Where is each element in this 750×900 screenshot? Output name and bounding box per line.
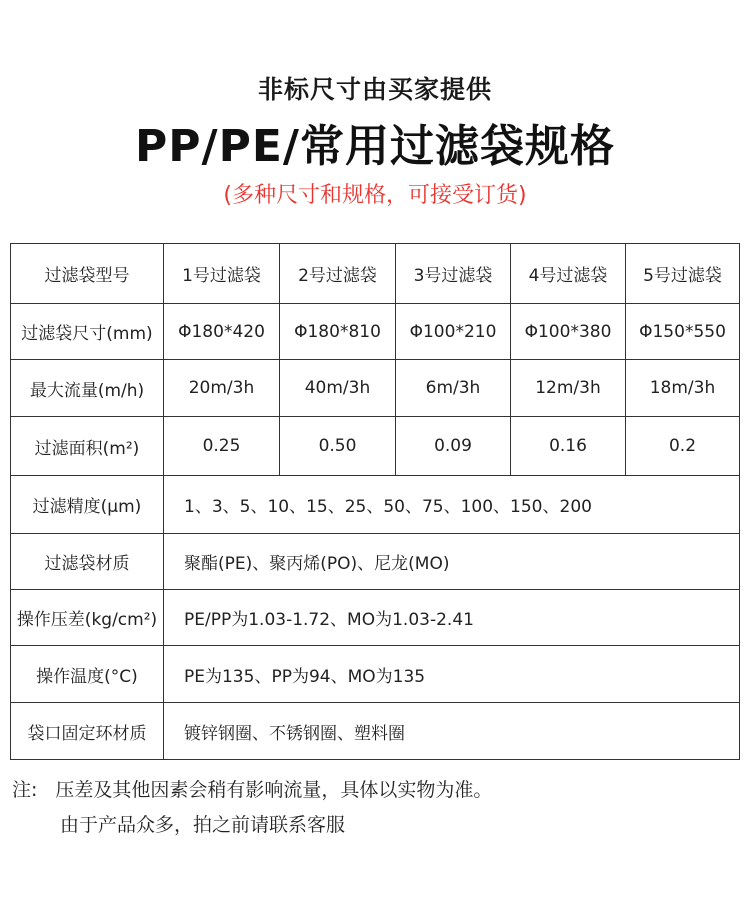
table-cell: 1、3、5、10、15、25、50、75、100、150、200 — [164, 476, 740, 534]
table-cell: Φ180*420 — [164, 304, 280, 360]
table-row — [11, 417, 740, 476]
table-row — [11, 534, 740, 590]
footnote-prefix: 注: — [12, 779, 38, 801]
table-cell: PE/PP为1.03-1.72、MO为1.03-2.41 — [164, 590, 740, 646]
table-cell: 0.50 — [280, 417, 396, 476]
row-label: 过滤袋尺寸(mm) — [11, 304, 164, 360]
page-title: PP/PE/常用过滤袋规格 — [135, 121, 615, 172]
table-cell: 0.16 — [511, 417, 626, 476]
row-label: 过滤精度(μm) — [11, 476, 164, 534]
table-cell: 20m/3h — [164, 360, 280, 417]
table-cell: 18m/3h — [626, 360, 740, 417]
table-header-row — [11, 244, 740, 304]
table-cell: 聚酯(PE)、聚丙烯(PO)、尼龙(MO) — [164, 534, 740, 590]
row-label: 操作压差(kg/cm²) — [11, 590, 164, 646]
table-cell: 0.2 — [626, 417, 740, 476]
row-label: 袋口固定环材质 — [11, 703, 164, 760]
table-cell: Φ100*210 — [396, 304, 511, 360]
row-label: 过滤面积(m²) — [11, 417, 164, 476]
row-label: 操作温度(°C) — [11, 646, 164, 703]
table-cell: 6m/3h — [396, 360, 511, 417]
column-header: 4号过滤袋 — [511, 244, 626, 304]
table-cell: Φ150*550 — [626, 304, 740, 360]
table-cell: 40m/3h — [280, 360, 396, 417]
spec-table — [10, 243, 740, 760]
footnote-text: 压差及其他因素会稍有影响流量，具体以实物为准。 — [55, 779, 493, 801]
table-row — [11, 590, 740, 646]
table-row — [11, 703, 740, 760]
table-row — [11, 646, 740, 703]
column-header: 1号过滤袋 — [164, 244, 280, 304]
order-note: (多种尺寸和规格，可接受订货) — [223, 183, 527, 208]
footnote-line-1 — [12, 775, 492, 802]
table-cell: Φ180*810 — [280, 304, 396, 360]
table-cell: Φ100*380 — [511, 304, 626, 360]
table-cell: 0.09 — [396, 417, 511, 476]
table-cell: 镀锌钢圈、不锈钢圈、塑料圈 — [164, 703, 740, 760]
table-cell: 0.25 — [164, 417, 280, 476]
table-cell: 12m/3h — [511, 360, 626, 417]
column-header: 5号过滤袋 — [626, 244, 740, 304]
column-header: 3号过滤袋 — [396, 244, 511, 304]
header-label: 过滤袋型号 — [11, 244, 164, 304]
footnote-line-2: 由于产品众多，拍之前请联系客服 — [60, 814, 346, 836]
table-row — [11, 304, 740, 360]
table-cell: PE为135、PP为94、MO为135 — [164, 646, 740, 703]
row-label: 过滤袋材质 — [11, 534, 164, 590]
table-row — [11, 360, 740, 417]
page-subtitle: 非标尺寸由买家提供 — [257, 75, 492, 104]
row-label: 最大流量(m/h) — [11, 360, 164, 417]
column-header: 2号过滤袋 — [280, 244, 396, 304]
table-row — [11, 476, 740, 534]
